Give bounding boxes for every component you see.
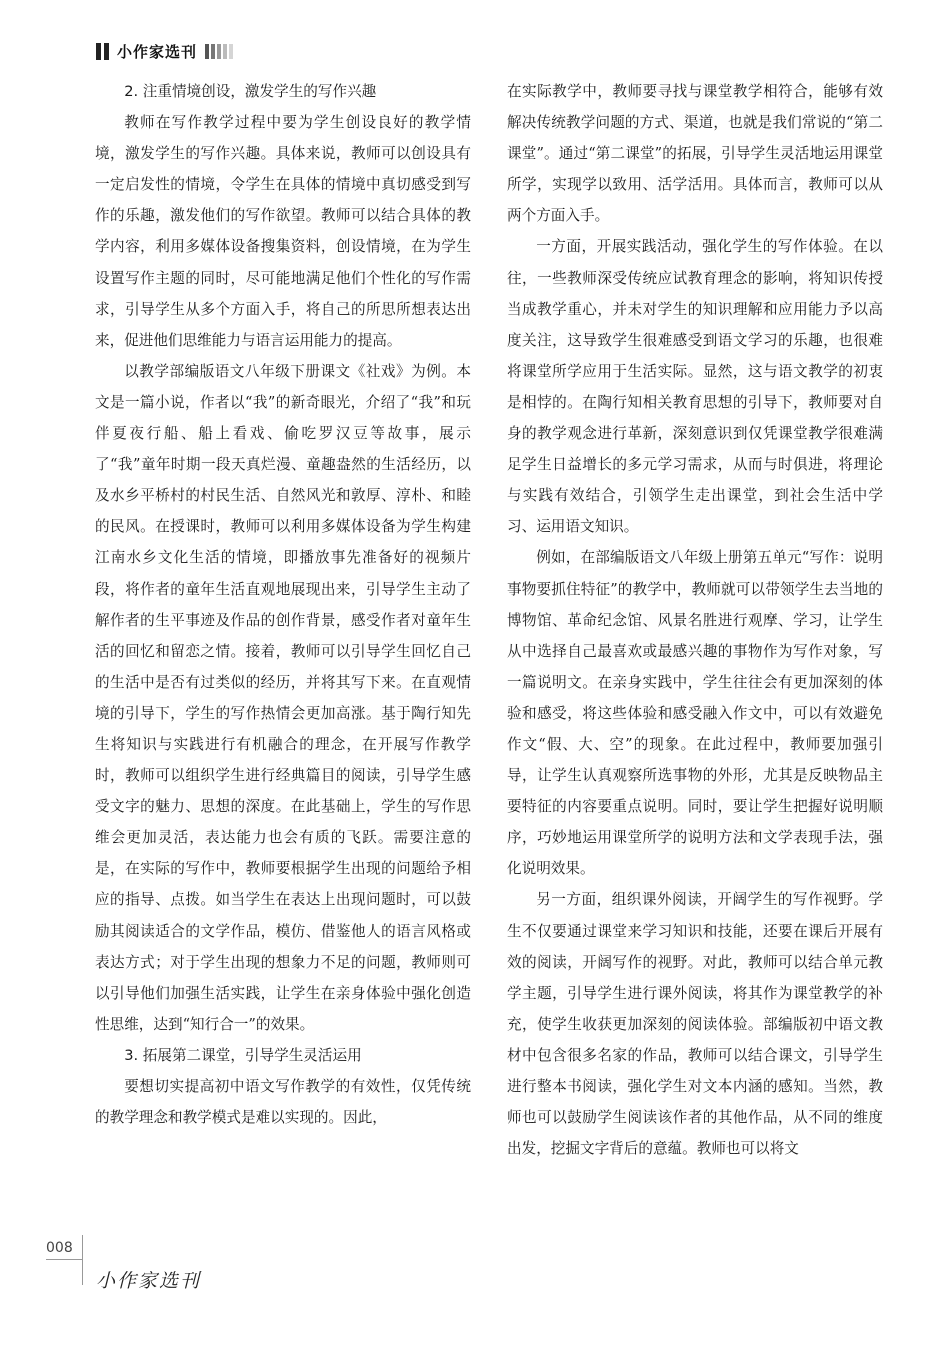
left-column (95, 76, 471, 1133)
header-gradient-icon (205, 44, 233, 59)
footer-logo: 小作家选刊 (96, 1270, 202, 1292)
footer-divider (82, 1235, 83, 1285)
paragraph: 以教学部编版语文八年级下册课文《社戏》为例。本文是一篇小说，作者以“我”的新奇眼光，介绍了“我”和玩伴夏夜行船、船上看戏、偷吃罗汉豆等故事，展示了“我”童年时期一段天真烂漫、童趣盎然的生活经历，以及水乡平桥村的村民生活、自然风光和敦厚、淳朴、和睦的民风。在授课时，教师可以利用多媒体设备为学生构建江南水乡文化生活的情境，即播放事先准备好的视频片段，将作者的童年生活直观地展现出来，引导学生主动了解作者的生平事迹及作品的创作背景，感受作者对童年生活的回忆和留恋之情。接着，教师可以引导学生回忆自己的生活中是否有过类似的经历，并将其写下来。在直观情境的引导下，学生的写作热情会更加高涨。基于陶行知先生将知识与实践进行有机融合的理念，在开展写作教学时，教师可以组织学生进行经典篇目的阅读，引导学生感受文字的魅力、思想的深度。在此基础上，学生的写作思维会更加灵活，表达能力也会有质的飞跃。需要注意的是，在实际的写作中，教师要根据学生出现的问题给予相应的指导、点拨。如当学生在表达上出现问题时，可以鼓励其阅读适合的文学作品，模仿、借鉴他人的语言风格或表达方式；对于学生出现的想象力不足的问题，教师则可以引导他们加强生活实践，让学生在亲身体验中强化创造性思维，达到“知行合一”的效果。 (95, 362, 471, 1033)
paragraph: 要想切实提高初中语文写作教学的有效性，仅凭传统的教学理念和教学模式是难以实现的。因此， (95, 1078, 471, 1127)
footer-rule (46, 1259, 82, 1260)
paragraph: 一方面，开展实践活动，强化学生的写作体验。在以往，一些教师深受传统应试教育理念的影响，将知识传授当成教学重心，并未对学生的知识理解和应用能力予以高度关注，这导致学生很难感受到语文学习的乐趣，也很难将课堂所学应用于生活实际。显然，这与语文教学的初衷是相悖的。在陶行知相关教育思想的引导下，教师要对自身的教学观念进行革新，深刻意识到仅凭课堂教学很难满足学生日益增长的多元学习需求，从而与时俱进，将理论与实践有效结合，引领学生走出课堂，到社会生活中学习、运用语文知识。 (507, 238, 883, 536)
paragraph-continued: 在实际教学中，教师要寻找与课堂教学相符合，能够有效解决传统教学问题的方式、渠道，也就是我们常说的“第二课堂”。通过“第二课堂”的拓展，引导学生灵活地运用课堂所学，实现学以致用、活学活用。具体而言，教师可以从两个方面入手。 (507, 83, 883, 225)
section-heading-2: 2. 注重情境创设，激发学生的写作兴趣 (124, 83, 377, 100)
header-bars-icon (96, 43, 109, 60)
paragraph: 教师在写作教学过程中要为学生创设良好的教学情境，激发学生的写作兴趣。具体来说，教师可以创设具有一定启发性的情境，令学生在具体的情境中真切感受到写作的乐趣，激发他们的写作欲望。教师可以结合具体的教学内容，利用多媒体设备搜集资料，创设情境，在为学生设置写作主题的同时，尽可能地满足他们个性化的写作需求，引导学生从多个方面入手，将自己的所思所想表达出来，促进他们思维能力与语言运用能力的提高。 (95, 114, 471, 349)
page-number: 008 (46, 1240, 73, 1256)
paragraph: 例如，在部编版语文八年级上册第五单元“写作：说明事物要抓住特征”的教学中，教师就可以带领学生去当地的博物馆、革命纪念馆、风景名胜进行观摩、学习，让学生从中选择自己最喜欢或最感兴趣的事物作为写作对象，写一篇说明文。在亲身实践中，学生往往会有更加深刻的体验和感受，将这些体验和感受融入作文中，可以有效避免作文“假、大、空”的现象。在此过程中，教师要加强引导，让学生认真观察所选事物的外形，尤其是反映物品主要特征的内容要重点说明。同时，要让学生把握好说明顺序，巧妙地运用课堂所学的说明方法和文学表现手法，强化说明效果。 (507, 549, 883, 878)
running-header (96, 40, 233, 62)
section-heading-3: 3. 拓展第二课堂，引导学生灵活运用 (124, 1046, 362, 1064)
header-journal-title: 小作家选刊 (117, 42, 198, 61)
paragraph: 另一方面，组织课外阅读，开阔学生的写作视野。学生不仅要通过课堂来学习知识和技能，还要在课后开展有效的阅读，开阔写作的视野。对此，教师可以结合单元教学主题，引导学生进行课外阅读，将其作为课堂教学的补充，使学生收获更加深刻的阅读体验。部编版初中语文教材中包含很多名家的作品，教师可以结合课文，引导学生进行整本书阅读，强化学生对文本内涵的感知。当然，教师也可以鼓励学生阅读该作者的其他作品，从不同的维度出发，挖掘文字背后的意蕴。教师也可以将文 (507, 891, 883, 1158)
right-column (507, 76, 883, 1164)
